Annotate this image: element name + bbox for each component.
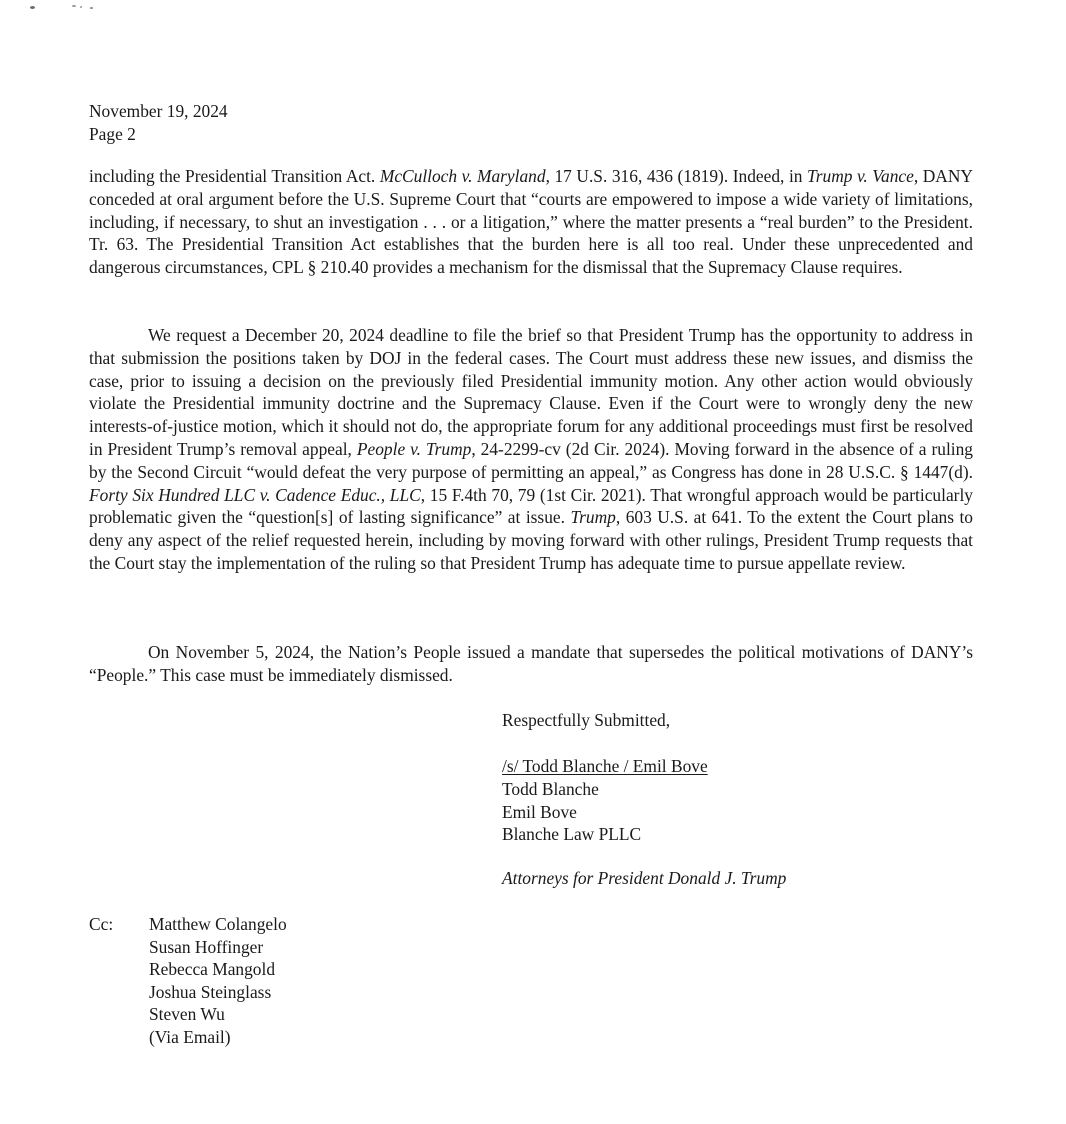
scan-speck	[90, 7, 93, 9]
cc-recipient-list	[149, 913, 287, 1049]
case-citation: McCulloch v. Maryland	[379, 166, 546, 186]
case-citation: Forty Six Hundred LLC v. Cadence Educ., LLC	[89, 484, 421, 505]
signer-name: Todd Blanche	[502, 778, 599, 799]
scan-speck	[30, 6, 35, 9]
paragraph-deadline-request	[89, 324, 973, 575]
scan-speck	[72, 5, 76, 7]
paragraph-text: , 15 F.4th 70, 79 (1st Cir. 2021). That wrongful approach would be particularly problematic given the “question[s] of lasting significance” at issue.	[89, 484, 973, 528]
letter-header	[89, 100, 228, 146]
cc-recipient: Susan Hoffinger	[149, 936, 264, 957]
cc-delivery-method: (Via Email)	[149, 1026, 231, 1047]
paragraph-presidential-transition	[89, 165, 973, 279]
case-citation: Trump	[570, 507, 616, 528]
cc-recipient: Matthew Colangelo	[149, 914, 287, 934]
case-citation: Trump v. Vance	[807, 166, 914, 186]
law-firm-name: Blanche Law PLLC	[502, 824, 642, 845]
cc-recipient: Joshua Steinglass	[149, 981, 272, 1002]
paragraph-mandate	[89, 641, 973, 687]
cc-recipient: Steven Wu	[149, 1004, 225, 1025]
paragraph-text: We request a December 20, 2024 deadline to file the brief so that President Trump has the opportunity to address in that submission the positions taken by DOJ in the federal cases. The Court must address these new issues, and dismiss the case, prior to issuing a decision on the previously filed Presidential immunity motion. Any other action would obviously violate the Presidential immunity doctrine and the Supremacy Clause. Even if the Court were to wrongly deny the new interests-of-justice motion, which it should not do, the appropriate forum for any additional proceedings must first be resolved in President Trump’s removal appeal,	[89, 325, 973, 459]
cc-label: Cc:	[89, 914, 114, 934]
signature-block	[502, 755, 708, 846]
scan-speck	[80, 6, 82, 8]
paragraph-text: including the Presidential Transition Act.	[89, 166, 380, 186]
electronic-signature: /s/ Todd Blanche / Emil Bove	[502, 756, 708, 776]
cc-recipient: Rebecca Mangold	[149, 959, 276, 980]
paragraph-text: , 603 U.S. at 641. To the extent the Court plans to deny any aspect of the relief requested herein, including by moving forward with other rulings, President Trump requests that the Court stay the implementation of the ruling so that President Trump has adequate time to pursue appellate review.	[89, 507, 973, 573]
paragraph-text: On November 5, 2024, the Nation’s People issued a mandate that supersedes the political motivations of DANY’s “People.” This case must be immediately dismissed.	[89, 642, 973, 685]
letter-date: November 19, 2024	[89, 101, 228, 121]
paragraph-text: , 17 U.S. 316, 436 (1819). Indeed, in	[545, 166, 808, 186]
case-citation: People v. Trump	[356, 438, 472, 459]
attorneys-for-line: Attorneys for President Donald J. Trump	[502, 868, 787, 888]
signer-name: Emil Bove	[502, 801, 577, 822]
closing-salutation: Respectfully Submitted,	[502, 710, 671, 730]
paragraph-text: , DANY conceded at oral argument before the U.S. Supreme Court that “courts are empowered to impose a wide variety of limitations, including, if necessary, to shut an investigation . . . or a litigation,” where the matter presents a “real burden” to the President. Tr. 63. The Presidential Transition Act establishes that the burden here is all too real. Under these unprecedented and dangerous circumstances, CPL § 210.40 provides a mechanism for the dismissal that the Supremacy Clause requires.	[89, 166, 973, 278]
page-number: Page 2	[89, 124, 136, 144]
paragraph-text: , 24-2299-cv (2d Cir. 2024). Moving forward in the absence of a ruling by the Second Circuit “would defeat the very purpose of permitting an appeal,” as Congress has done in 28 U.S.C. § 1447(d).	[89, 438, 973, 482]
